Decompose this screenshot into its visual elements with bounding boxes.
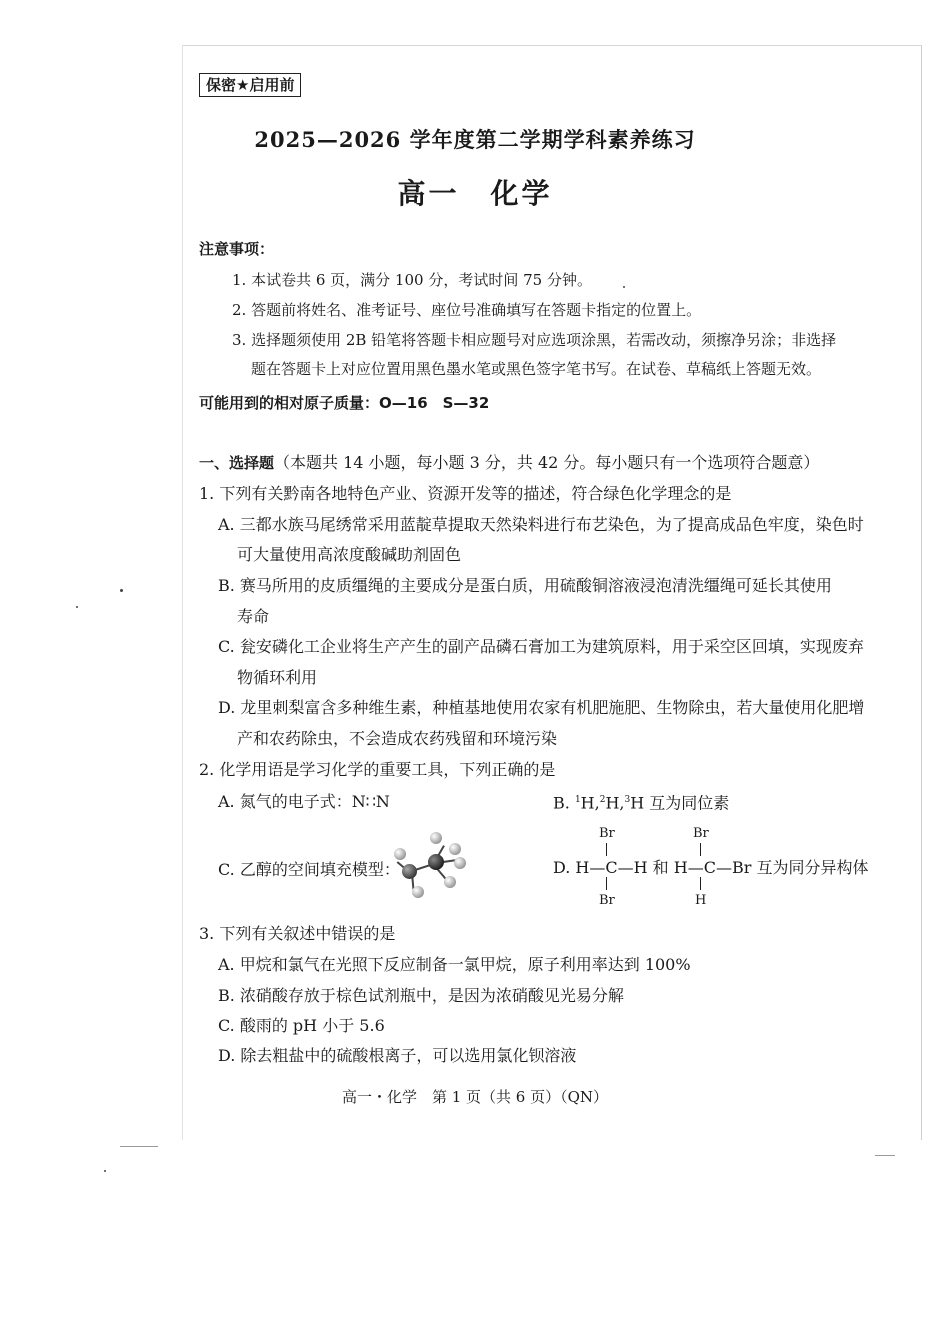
scan-mark <box>120 1146 158 1147</box>
scan-speck <box>76 606 78 608</box>
notice-heading: 注意事项： <box>199 240 275 258</box>
q1-option-d: D. 龙里刺梨富含多种维生素，种植基地使用农家有机肥施肥、生物除虫，若大量使用化肥增 <box>218 698 865 717</box>
q2-b-tail: 互为同位素 <box>649 793 730 813</box>
notice-item-3: 3. 选择题须使用 2B 铅笔将答题卡相应题号对应选项涂黑，若需改动，须擦净另涂；非选择 <box>232 331 837 349</box>
q3-option-c: C. 酸雨的 pH 小于 5.6 <box>218 1016 385 1035</box>
oxygen-atom <box>402 864 417 879</box>
q2-d-formula <box>553 858 868 878</box>
bromine-top-1: Br <box>599 826 615 841</box>
mass-number: 2 <box>599 795 606 805</box>
q1-option-a-cont: 可大量使用高浓度酸碱助剂固色 <box>237 545 462 564</box>
element-symbol: H <box>630 793 645 813</box>
section-1-heading: 一、选择题 <box>199 454 275 472</box>
atomic-mass-line: 可能用到的相对原子质量：O—16 S—32 <box>199 394 490 412</box>
mass-number: 1 <box>574 795 581 805</box>
hydrogen-atom <box>412 886 424 898</box>
hydrogen-atom <box>430 832 442 844</box>
element-symbol: H <box>580 793 595 813</box>
q2-b-prefix: B. <box>553 793 575 813</box>
q1-option-d-cont: 产和农药除虫，不会造成农药残留和环境污染 <box>237 729 558 748</box>
bromine-bottom: Br <box>599 893 615 908</box>
bond-line <box>700 877 701 890</box>
hydrogen-atom <box>454 857 466 869</box>
carbon-atom <box>428 854 444 870</box>
element-symbol: H <box>605 793 620 813</box>
q3-option-d: D. 除去粗盐中的硫酸根离子，可以选用氯化钡溶液 <box>218 1046 577 1065</box>
hydrogen-bottom: H <box>695 893 707 908</box>
section-1-header <box>199 452 819 473</box>
carbon-symbol: C <box>703 858 716 877</box>
notice-item-3-cont: 题在答题卡上对应位置用黑色墨水笔或黑色签字笔书写。在试卷、草稿纸上答题无效。 <box>251 360 822 378</box>
q3-stem: 3. 下列有关叙述中错误的是 <box>199 924 396 943</box>
q2-option-a: A. 氮气的电子式：N∷N <box>218 792 390 811</box>
mass-number: 3 <box>624 795 631 805</box>
q2-d-mid: —H 和 H— <box>617 858 704 877</box>
page-footer: 高一・化学 第 1 页（共 6 页）（QN） <box>341 1088 609 1106</box>
q1-option-a: A. 三都水族马尾绣常采用蓝靛草提取天然染料进行布艺染色，为了提高成品色牢度，染色时 <box>218 515 864 534</box>
hydrogen-atom <box>394 848 406 860</box>
q1-option-b-cont: 寿命 <box>237 607 270 626</box>
q2-d-prefix: D. H— <box>553 858 606 877</box>
q2-d-tail: —Br 互为同分异构体 <box>715 858 869 877</box>
hydrogen-atom <box>449 843 461 855</box>
exam-title: 2025—2026 学年度第二学期学科素养练习 <box>254 127 696 152</box>
notice-item-2: 2. 答题前将姓名、准考证号、座位号准确填写在答题卡指定的位置上。 <box>232 301 702 319</box>
scan-mark <box>875 1155 895 1156</box>
notice-item-1: 1. 本试卷共 6 页，满分 100 分，考试时间 75 分钟。 <box>232 271 592 289</box>
bond-line <box>606 877 607 890</box>
q3-option-a: A. 甲烷和氯气在光照下反应制备一氯甲烷，原子利用率达到 100% <box>218 955 691 974</box>
carbon-symbol: C <box>605 858 618 877</box>
confidential-stamp: 保密★启用前 <box>199 73 301 97</box>
scan-border-top <box>182 45 922 46</box>
q2-option-c: C. 乙醇的空间填充模型： <box>218 860 400 879</box>
scan-speck <box>623 286 625 288</box>
hydrogen-atom <box>444 876 456 888</box>
q2-stem: 2. 化学用语是学习化学的重要工具，下列正确的是 <box>199 760 556 779</box>
q1-stem: 1. 下列有关黔南各地特色产业、资源开发等的描述，符合绿色化学理念的是 <box>199 484 732 503</box>
q1-option-c-cont: 物循环利用 <box>237 668 318 687</box>
q3-option-b: B. 浓硝酸存放于棕色试剂瓶中，是因为浓硝酸见光易分解 <box>218 986 624 1005</box>
q2-option-b: B. $^1$H,$^2$H,$^3$H 互为同位素 <box>553 793 730 813</box>
q1-option-c: C. 瓮安磷化工企业将生产产生的副产品磷石膏加工为建筑原料，用于采空区回填，实现废弃 <box>218 637 864 656</box>
scan-speck <box>104 1170 106 1172</box>
bond-line <box>700 843 701 856</box>
section-1-desc: （本题共 14 小题，每小题 3 分，共 42 分。每小题只有一个选项符合题意） <box>274 453 820 472</box>
bond-line <box>606 843 607 856</box>
subject-title: 高一 化学 <box>397 177 553 210</box>
ethanol-space-filling-model <box>394 830 466 898</box>
bromine-top-2: Br <box>693 826 709 841</box>
q1-option-b: B. 赛马所用的皮质缰绳的主要成分是蛋白质，用硫酸铜溶液浸泡清洗缰绳可延长其使用 <box>218 576 832 595</box>
scan-speck <box>120 589 123 592</box>
